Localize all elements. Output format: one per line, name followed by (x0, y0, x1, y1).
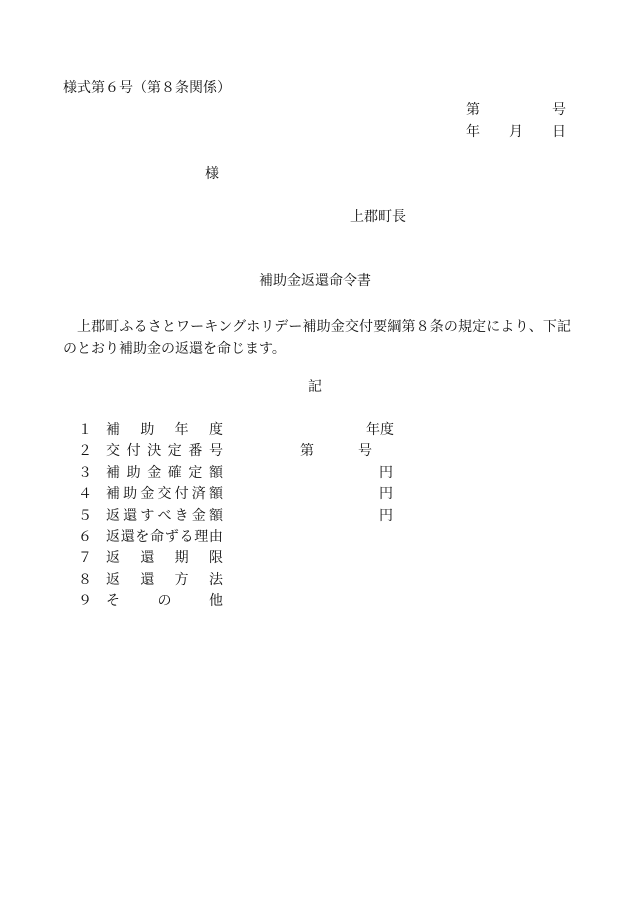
item-number: ８ (78, 571, 92, 588)
item-row-9 (78, 594, 223, 615)
item-row-6 (78, 530, 223, 551)
item-row-1 (78, 422, 394, 444)
item-label: 返 還 期 限 (106, 550, 223, 567)
form-number: 様式第６号（第８条関係） (63, 80, 231, 96)
item-label: そ の 他 (106, 593, 223, 610)
item-label: 返 還 方 法 (106, 571, 223, 588)
item-label: 交 付 決 定 番 号 (106, 443, 223, 460)
date-day: 日 (552, 124, 566, 140)
date-month: 月 (509, 124, 523, 140)
document-number-suffix: 号 (552, 102, 566, 118)
item-value: 円 (379, 486, 393, 503)
item-value: 円 (379, 464, 393, 481)
item-label: 補 助 金 交 付 済 額 (106, 486, 223, 503)
item-number: ３ (78, 464, 92, 481)
item-row-3 (78, 464, 393, 487)
item-row-5 (78, 507, 393, 530)
ki-heading: 記 (308, 379, 322, 395)
date-year: 年 (466, 124, 480, 140)
item-number: ４ (78, 486, 92, 503)
item-label: 返 還 す べ き 金 額 (106, 507, 223, 524)
item-row-4 (78, 486, 393, 508)
item-value (300, 444, 372, 458)
item-label: 補 助 金 確 定 額 (106, 464, 223, 481)
item-label: 返 還 を 命 ず る 理 由 (106, 528, 223, 545)
issue-date (466, 125, 566, 139)
value-prefix: 第 (300, 443, 314, 460)
item-value: 円 (379, 507, 393, 524)
item-number: ５ (78, 507, 92, 524)
item-number: １ (78, 422, 92, 438)
document-number (466, 103, 566, 117)
item-list (78, 422, 394, 616)
item-label: 補 助 年 度 (106, 422, 223, 438)
item-number: ６ (78, 528, 92, 545)
document-number-prefix: 第 (466, 102, 480, 118)
item-value: 年度 (366, 422, 394, 438)
document-title: 補助金返還命令書 (259, 273, 371, 289)
sender-name: 上郡町長 (350, 209, 406, 225)
value-suffix: 号 (358, 443, 372, 460)
addressee-honorific: 様 (205, 166, 219, 182)
item-number: ２ (78, 443, 92, 460)
item-number: ７ (78, 550, 92, 567)
item-row-8 (78, 573, 223, 594)
item-row-2 (78, 443, 372, 465)
item-row-7 (78, 551, 223, 572)
body-paragraph: 上郡町ふるさとワーキングホリデー補助金交付要綱第８条の規定により、下記のとおり補助金の返還を命じます。 (63, 319, 571, 357)
item-number: ９ (78, 593, 92, 610)
